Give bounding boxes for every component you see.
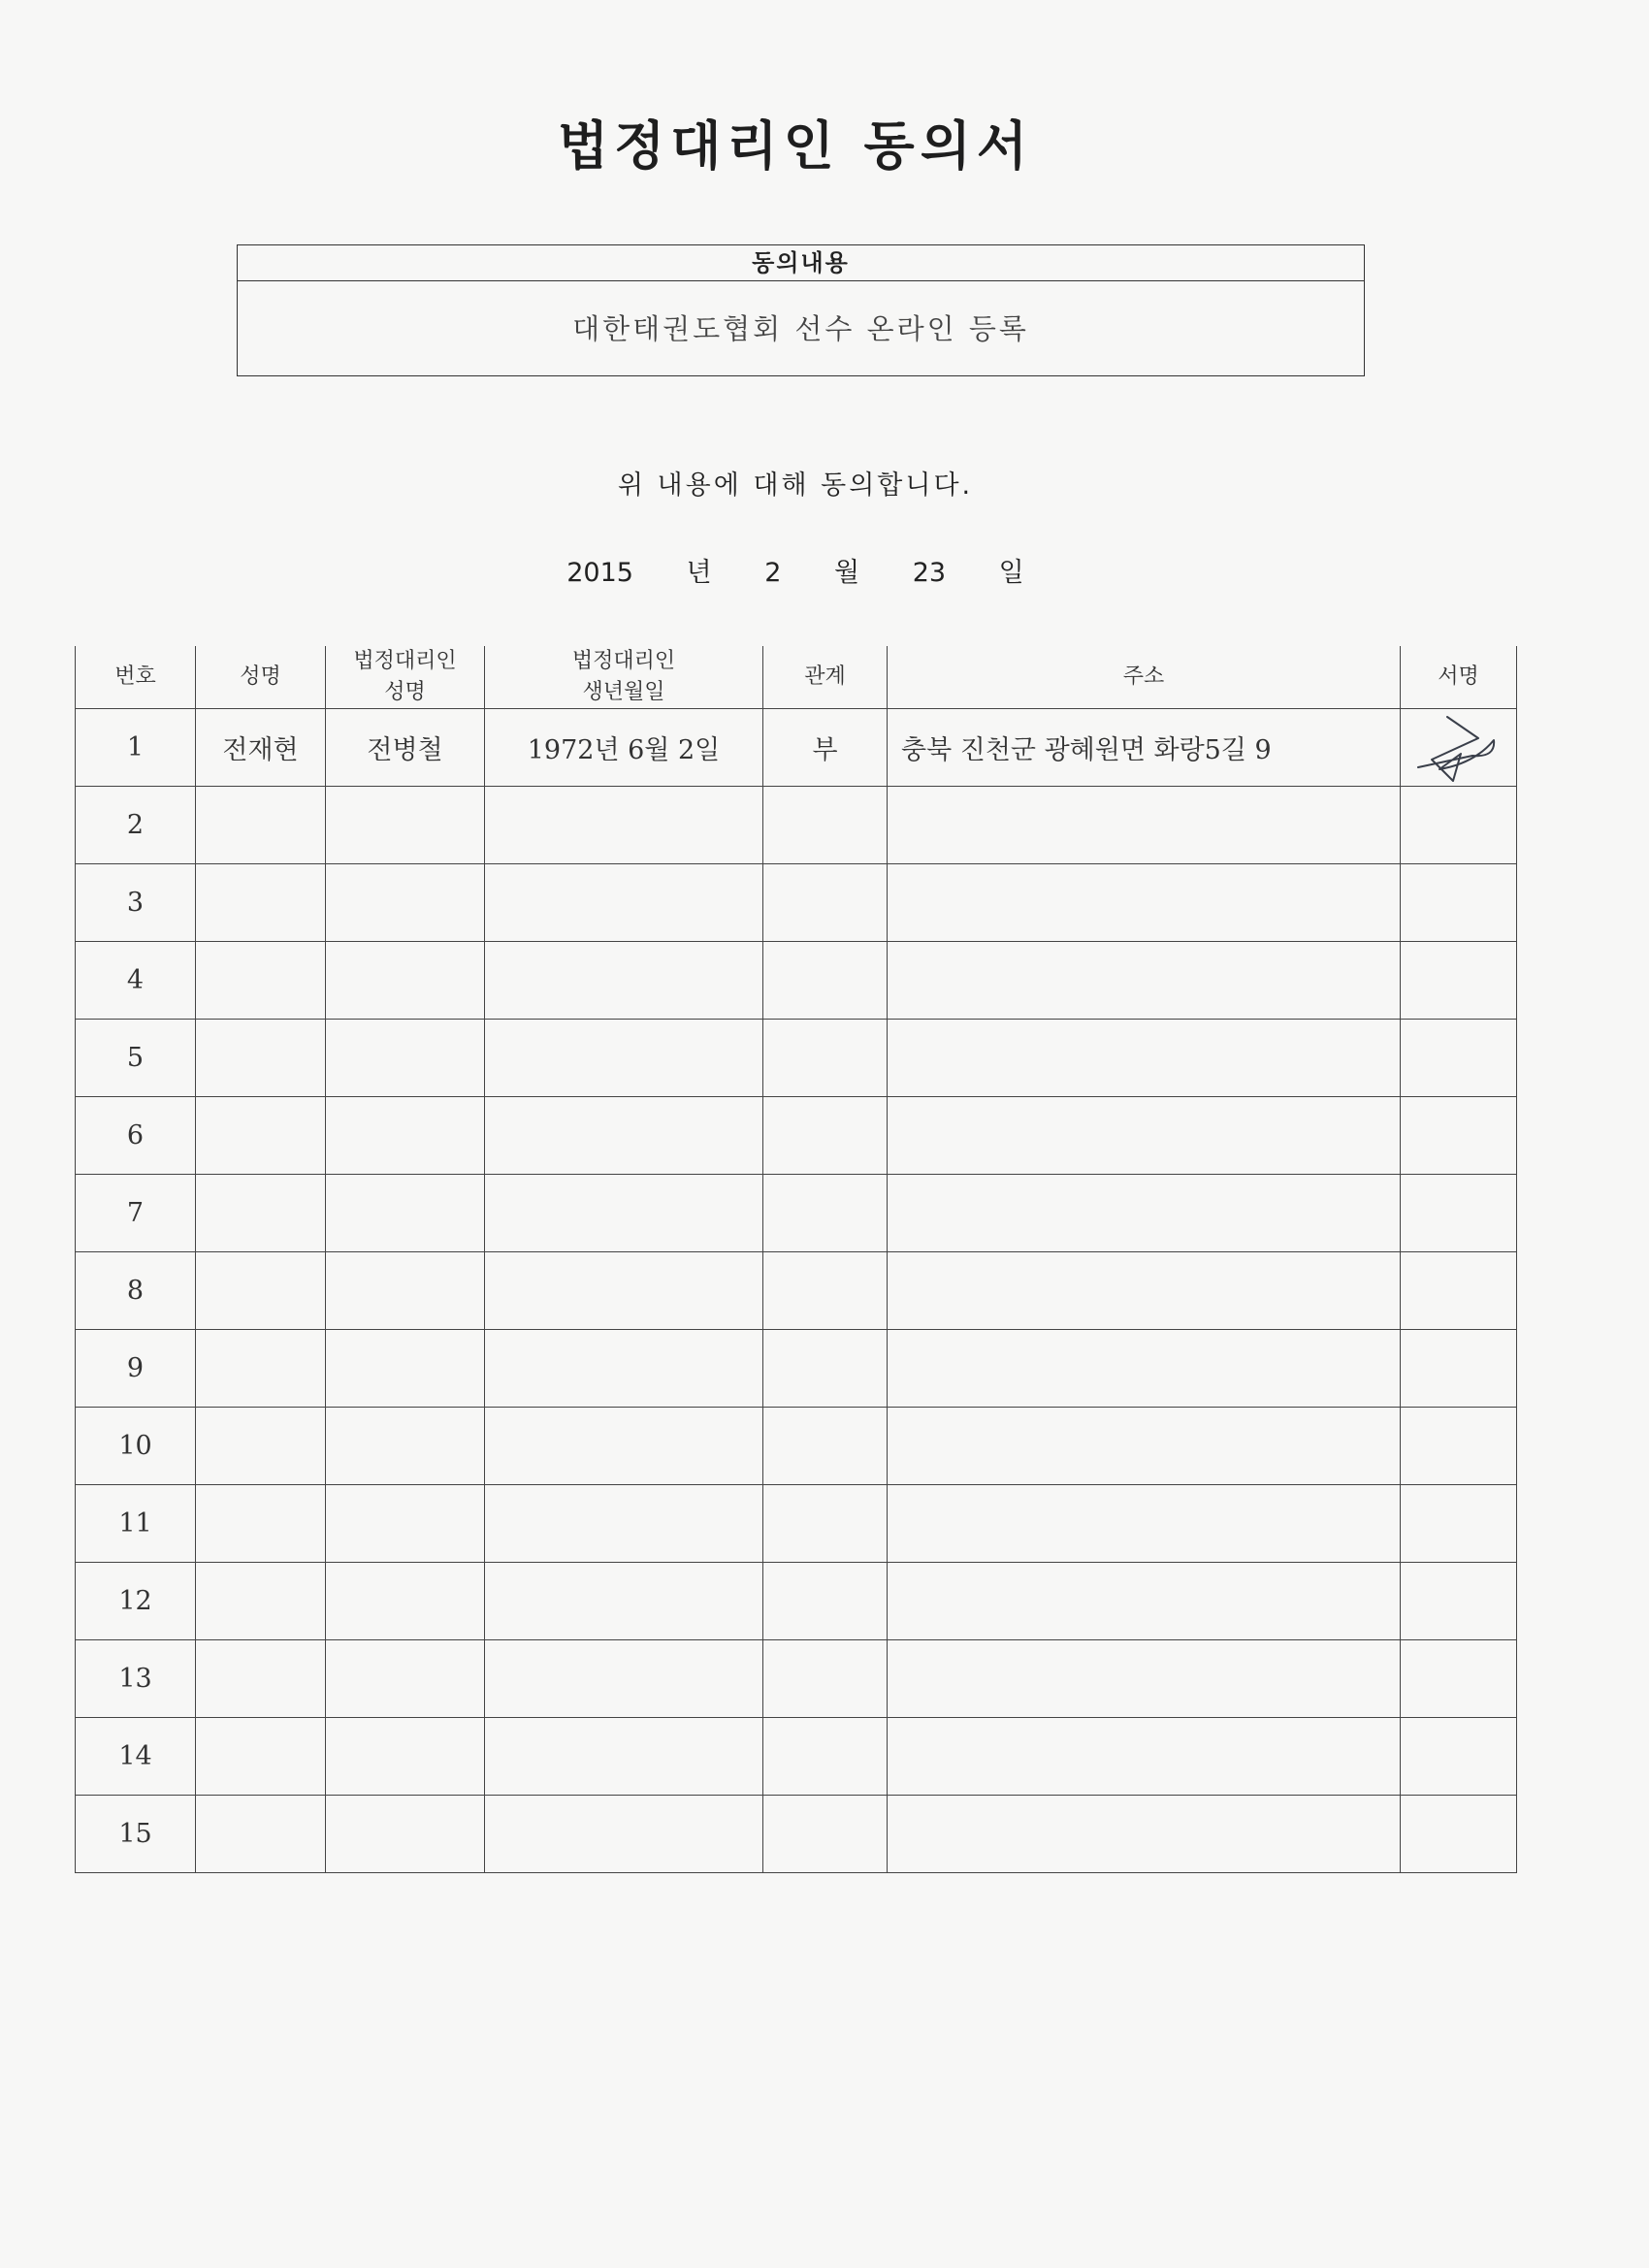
- row-address: [888, 1175, 1401, 1252]
- header-guardian-name-line2: 성명: [384, 680, 426, 704]
- date-month: 2: [764, 558, 782, 588]
- row-no: 15: [76, 1796, 196, 1873]
- table-row: [76, 1408, 1517, 1485]
- row-guardian-birth: [485, 1097, 763, 1175]
- row-guardian-name: [326, 1718, 485, 1796]
- row-relation: [763, 1252, 888, 1330]
- row-name: [196, 864, 326, 942]
- row-guardian-birth: [485, 1252, 763, 1330]
- header-relation: 관계: [763, 646, 888, 709]
- row-guardian-birth: [485, 787, 763, 864]
- row-address: [888, 787, 1401, 864]
- row-name: [196, 1796, 326, 1873]
- row-signature: [1401, 709, 1517, 787]
- handwritten-signature: [1410, 711, 1507, 785]
- row-guardian-birth: [485, 1020, 763, 1097]
- row-relation: 부: [763, 709, 888, 787]
- consent-content-header: 동의내용: [238, 245, 1364, 281]
- row-signature: [1401, 1796, 1517, 1873]
- header-guardian-birth-line1: 법정대리인: [571, 649, 676, 674]
- row-signature: [1401, 1097, 1517, 1175]
- row-no: 12: [76, 1563, 196, 1640]
- table-row: [76, 864, 1517, 942]
- row-guardian-birth: [485, 1640, 763, 1718]
- row-no: 7: [76, 1175, 196, 1252]
- row-guardian-birth: [485, 1718, 763, 1796]
- row-no: 9: [76, 1330, 196, 1408]
- table-row: [76, 1020, 1517, 1097]
- row-relation: [763, 1718, 888, 1796]
- row-address: [888, 1796, 1401, 1873]
- row-guardian-birth: [485, 1563, 763, 1640]
- row-name: [196, 942, 326, 1020]
- row-guardian-name: [326, 1330, 485, 1408]
- table-row: [76, 1097, 1517, 1175]
- row-no: 5: [76, 1020, 196, 1097]
- row-no: 10: [76, 1408, 196, 1485]
- row-guardian-name: [326, 1097, 485, 1175]
- table-row: [76, 709, 1517, 787]
- table-row: [76, 1175, 1517, 1252]
- row-guardian-birth: [485, 1175, 763, 1252]
- table-row: [76, 1252, 1517, 1330]
- row-no: 11: [76, 1485, 196, 1563]
- row-signature: [1401, 1175, 1517, 1252]
- row-name: [196, 1020, 326, 1097]
- row-signature: [1401, 1563, 1517, 1640]
- table-row: [76, 1718, 1517, 1796]
- table-row: [76, 787, 1517, 864]
- row-name: 전재현: [196, 709, 326, 787]
- header-signature: 서명: [1401, 646, 1517, 709]
- row-relation: [763, 1020, 888, 1097]
- row-no: 6: [76, 1097, 196, 1175]
- date-year: 2015: [566, 558, 633, 588]
- row-guardian-name: [326, 1252, 485, 1330]
- row-signature: [1401, 1485, 1517, 1563]
- row-address: [888, 1408, 1401, 1485]
- row-guardian-birth: [485, 942, 763, 1020]
- header-address: 주소: [888, 646, 1401, 709]
- row-name: [196, 787, 326, 864]
- row-signature: [1401, 1718, 1517, 1796]
- row-guardian-birth: [485, 1485, 763, 1563]
- row-no: 1: [76, 709, 196, 787]
- date-day: 23: [912, 558, 947, 588]
- guardian-roster-table: [75, 646, 1517, 1873]
- row-guardian-name: [326, 1485, 485, 1563]
- row-guardian-name: [326, 1020, 485, 1097]
- row-guardian-name: 전병철: [326, 709, 485, 787]
- consent-content-text: 대한태권도협회 선수 온라인 등록: [572, 312, 1029, 345]
- header-guardian-name-line1: 법정대리인: [353, 649, 457, 674]
- row-name: [196, 1175, 326, 1252]
- row-no: 14: [76, 1718, 196, 1796]
- row-relation: [763, 787, 888, 864]
- header-name: 성명: [196, 646, 326, 709]
- row-signature: [1401, 1408, 1517, 1485]
- row-no: 2: [76, 787, 196, 864]
- row-address: 충북 진천군 광혜원면 화랑5길 9: [888, 709, 1401, 787]
- table-row: [76, 942, 1517, 1020]
- row-no: 3: [76, 864, 196, 942]
- row-address: [888, 1485, 1401, 1563]
- row-relation: [763, 942, 888, 1020]
- row-no: 4: [76, 942, 196, 1020]
- row-relation: [763, 1097, 888, 1175]
- row-address: [888, 1252, 1401, 1330]
- row-name: [196, 1252, 326, 1330]
- page-title: 법정대리인 동의서: [557, 115, 1034, 177]
- row-address: [888, 942, 1401, 1020]
- header-guardian-birth-line2: 생년월일: [582, 680, 665, 704]
- row-guardian-birth: [485, 1330, 763, 1408]
- row-address: [888, 864, 1401, 942]
- row-relation: [763, 1796, 888, 1873]
- row-guardian-birth: [485, 1408, 763, 1485]
- row-relation: [763, 1485, 888, 1563]
- row-name: [196, 1718, 326, 1796]
- row-name: [196, 1485, 326, 1563]
- row-relation: [763, 1175, 888, 1252]
- date-year-unit: 년: [686, 558, 712, 588]
- row-relation: [763, 1330, 888, 1408]
- row-relation: [763, 1640, 888, 1718]
- header-no: 번호: [76, 646, 196, 709]
- row-guardian-name: [326, 1563, 485, 1640]
- row-guardian-name: [326, 942, 485, 1020]
- row-no: 8: [76, 1252, 196, 1330]
- date-day-unit: 일: [998, 558, 1024, 588]
- row-guardian-birth: 1972년 6월 2일: [485, 709, 763, 787]
- row-name: [196, 1097, 326, 1175]
- signing-date: [0, 551, 1591, 589]
- header-guardian-birth: [485, 646, 763, 709]
- row-signature: [1401, 864, 1517, 942]
- row-guardian-name: [326, 864, 485, 942]
- row-no: 13: [76, 1640, 196, 1718]
- table-row: [76, 1640, 1517, 1718]
- row-signature: [1401, 1252, 1517, 1330]
- row-address: [888, 1640, 1401, 1718]
- table-row: [76, 1485, 1517, 1563]
- row-guardian-name: [326, 1640, 485, 1718]
- agreement-statement: 위 내용에 대해 동의합니다.: [617, 470, 974, 501]
- row-address: [888, 1718, 1401, 1796]
- date-month-unit: 월: [834, 558, 860, 588]
- row-signature: [1401, 1020, 1517, 1097]
- row-guardian-birth: [485, 864, 763, 942]
- row-name: [196, 1563, 326, 1640]
- row-signature: [1401, 1640, 1517, 1718]
- row-relation: [763, 1408, 888, 1485]
- row-signature: [1401, 942, 1517, 1020]
- row-guardian-name: [326, 1408, 485, 1485]
- table-row: [76, 1796, 1517, 1873]
- consent-content-box: [237, 244, 1365, 376]
- row-address: [888, 1563, 1401, 1640]
- row-name: [196, 1408, 326, 1485]
- roster-body: [76, 709, 1517, 1873]
- table-row: [76, 1563, 1517, 1640]
- row-guardian-name: [326, 1796, 485, 1873]
- row-name: [196, 1330, 326, 1408]
- row-guardian-name: [326, 787, 485, 864]
- row-relation: [763, 1563, 888, 1640]
- table-row: [76, 1330, 1517, 1408]
- row-address: [888, 1330, 1401, 1408]
- header-guardian-name: [326, 646, 485, 709]
- row-name: [196, 1640, 326, 1718]
- table-header-row: [76, 646, 1517, 709]
- row-address: [888, 1020, 1401, 1097]
- row-relation: [763, 864, 888, 942]
- row-guardian-name: [326, 1175, 485, 1252]
- row-signature: [1401, 1330, 1517, 1408]
- row-signature: [1401, 787, 1517, 864]
- row-address: [888, 1097, 1401, 1175]
- row-guardian-birth: [485, 1796, 763, 1873]
